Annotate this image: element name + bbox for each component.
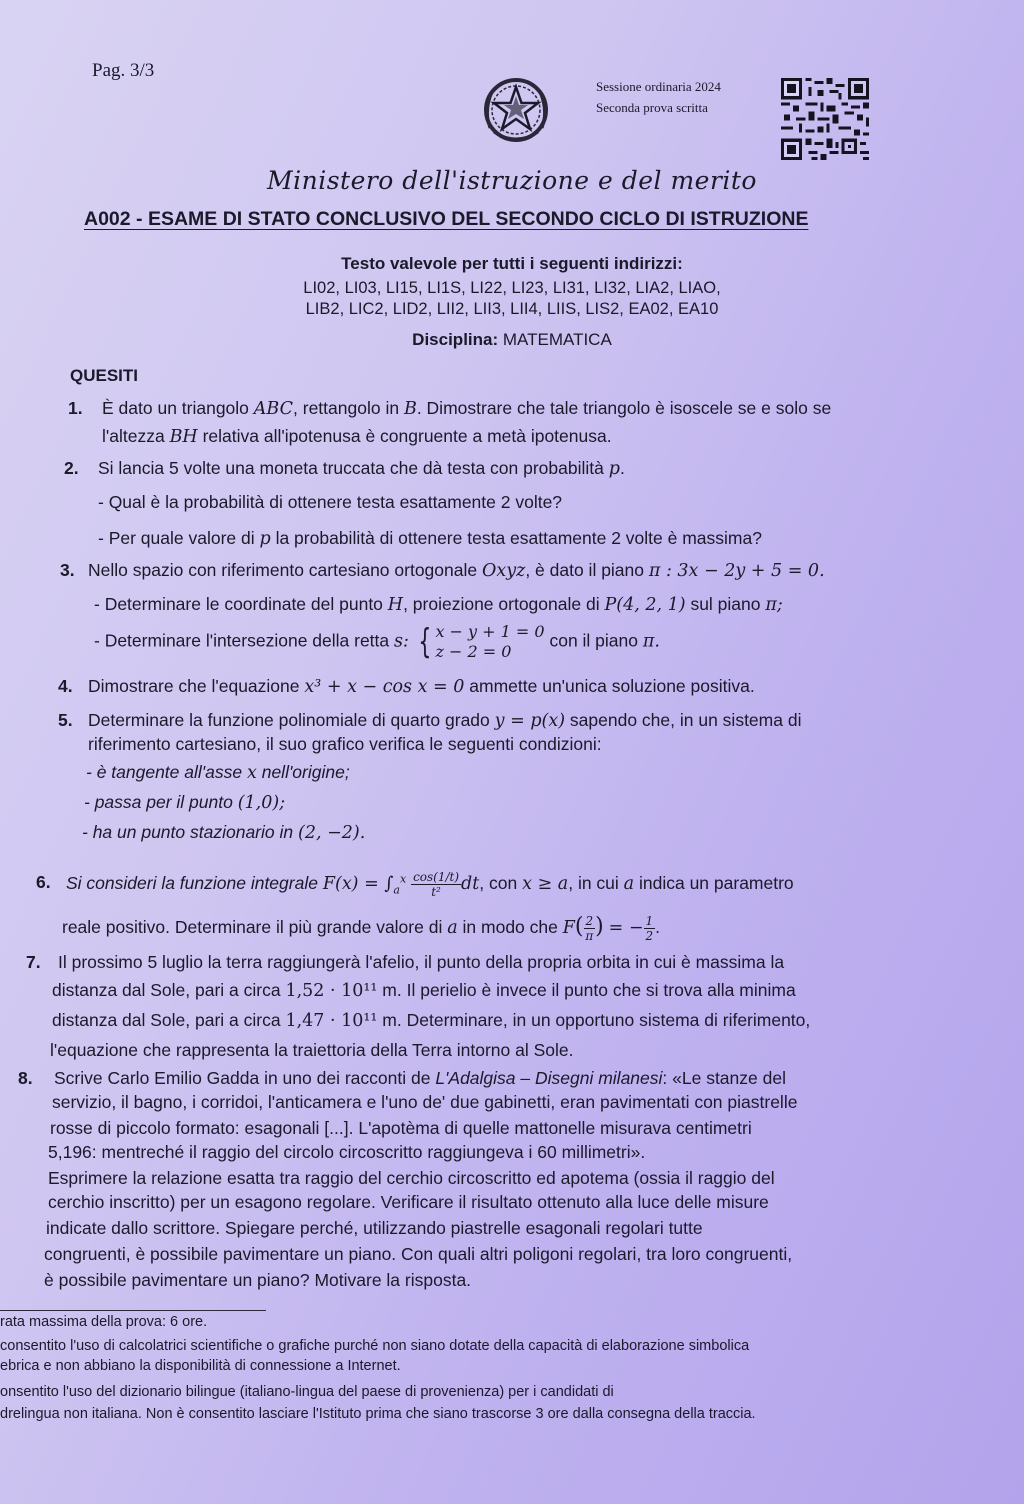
text: , in cui [568,873,619,894]
session-info [596,76,721,118]
math: B [403,399,417,419]
question-7-line [52,980,796,1001]
footer-divider [0,1310,266,1311]
question-number: 2. [64,458,79,478]
footer-note: consentito l'uso di calcolatrici scientifiche o grafiche purché non siano dotate della capacità di elaborazione simbolica [0,1338,750,1354]
text: - è tangente all'asse [86,762,243,782]
question-4-line [88,676,755,697]
session-line: Sessione ordinaria 2024 [596,79,721,94]
text: m. Determinare, in un opportuno sistema di riferimento, [382,1010,811,1030]
math: π : 3x − 2y + 5 = 0. [648,561,825,581]
question-5-bullet [82,822,365,843]
text: È dato un triangolo [102,398,249,418]
equation: x − y + 1 = 0 [435,622,545,641]
question-2-line [98,458,625,479]
equation: z − 2 = 0 [435,642,512,661]
course-codes-line: LIB2, LIC2, LID2, LII2, LII3, LII4, LIIS, LIS2, EA02, EA10 [305,300,719,318]
text: Determinare la funzione polinomiale di quarto grado [88,710,490,730]
exam-part-line: Seconda prova scritta [596,100,708,115]
discipline-label: Disciplina: [412,330,499,349]
text: la probabilità di ottenere testa esattamente 2 volte è massima? [275,528,762,548]
text: - Determinare l'intersezione della retta [94,630,390,651]
math: x³ + x − cos x = 0 [304,677,465,697]
text: ammette un'unica soluzione positiva. [469,676,755,696]
numerator: cos(1/t) [413,870,460,884]
book-title: L'Adalgisa – Disegni milanesi [435,1068,663,1088]
question-5-bullet [86,762,350,783]
math: x [246,763,257,783]
question-1-line [102,398,831,419]
text: . [619,458,625,478]
math: dt [461,874,480,895]
text: . [655,917,661,938]
text: Si lancia 5 volte una moneta truccata che dà testa con probabilità [98,458,604,478]
text: distanza dal Sole, pari a circa [52,1010,281,1030]
fraction [411,870,461,899]
republic-emblem-icon [476,70,556,150]
text: . Dimostrare che tale triangolo è isoscele se e solo se [416,398,832,418]
fraction [584,914,596,943]
paren: ) [595,914,604,940]
math: π; [765,595,783,615]
ministry-name: Ministero dell'istruzione e del merito [267,166,757,195]
math: p [259,529,271,549]
question-8-line: servizio, il bagno, i corridoi, l'anticamera e l'uno de' due gabinetti, eran pavimentati con piastrelle [52,1092,798,1112]
math: 1,52 · 10¹¹ [285,981,378,1001]
page-number: Pag. 3/3 [92,60,155,81]
text: - ha un punto stazionario in [82,822,294,842]
numerator: 1 [645,914,654,928]
math: y = p(x) [494,711,566,731]
brace: { [418,622,432,662]
exam-title: A002 - ESAME DI STATO CONCLUSIVO DEL SECONDO CICLO DI ISTRUZIONE [84,208,809,230]
footer-note: onsentito l'uso del dizionario bilingue (italiano-lingua del paese di provenienza) per i candidati di [0,1384,614,1400]
text: - Determinare le coordinate del punto [94,594,383,614]
text: sapendo che, in un sistema di [569,710,802,730]
math: x ≥ a [522,874,569,895]
question-number: 1. [68,398,83,418]
text: Dimostrare che l'equazione [88,676,300,696]
math: P(4, 2, 1) [604,595,686,615]
discipline [0,330,1024,350]
question-8-line: congruenti, è possibile pavimentare un piano. Con quali altri poligoni regolari, tra loro congruenti, [44,1244,793,1264]
math: F [562,918,575,939]
question-3-bullet [94,622,660,662]
question-number: 7. [26,952,41,972]
section-title: QUESITI [70,366,139,385]
text: distanza dal Sole, pari a circa [52,980,281,1000]
text: l'altezza [102,426,165,446]
equation-system [435,622,544,662]
denominator: t² [431,885,441,899]
text: m. Il perielio è invece il punto che si trova alla minima [382,980,796,1000]
math: = − [608,918,644,939]
text: Si consideri la funzione integrale [66,873,318,894]
math: π. [642,631,660,652]
math: ABC [253,399,294,419]
text: - Per quale valore di [98,528,255,548]
qr-code-icon [780,78,870,160]
math: p [608,459,620,479]
question-8-line: indicate dallo scrittore. Spiegare perché, utilizzando piastrelle esagonali regolari tutte [46,1218,703,1238]
text: , proiezione ortogonale di [403,594,600,614]
text: : «Le stanze del [662,1068,786,1088]
text: nell'origine; [261,762,350,782]
text: reale positivo. Determinare il più grande valore di [62,917,443,938]
question-number: 8. [18,1068,33,1088]
question-8-line [54,1068,786,1089]
question-3-line [88,560,825,581]
question-8-line: 5,196: mentreché il raggio del circolo circoscritto raggiungeva i 60 millimetri». [48,1142,646,1162]
text: con il piano [549,630,639,651]
text: , è dato il piano [525,560,645,580]
text: sul piano [690,594,761,614]
question-3-bullet [94,594,783,615]
denominator: 2 [645,929,654,943]
question-number: 4. [58,676,73,696]
text: indica un parametro [638,873,794,894]
text: Nello spazio con riferimento cartesiano ortogonale [88,560,478,580]
math: Oxyz [481,561,526,581]
paren: ( [574,914,584,940]
subtitle: Testo valevole per tutti i seguenti indirizzi: [341,254,683,273]
math: a [393,883,400,897]
question-5-bullet [84,792,285,813]
question-7-line [52,1010,810,1031]
question-number: 6. [36,872,51,892]
fraction [644,914,656,943]
math: (1,0); [237,793,286,813]
math: (2, −2). [298,823,366,843]
question-8-line: rosse di piccolo formato: esagonali [...]. L'apotèma di quelle mattonelle misurava centimetri [50,1118,752,1138]
math: F(x) = ∫ [322,874,394,895]
text: in modo che [462,917,558,938]
question-1-line [102,426,612,447]
question-2-bullet [98,528,762,549]
question-6-line [66,870,794,899]
course-codes [0,278,1024,320]
text: , con [479,873,518,894]
question-number: 5. [58,710,73,730]
math: BH [169,427,198,447]
footer-note: ebrica e non abbiano la disponibilità di connessione a Internet. [0,1358,401,1374]
text: Scrive Carlo Emilio Gadda in uno dei racconti de [54,1068,431,1088]
numerator: 2 [585,914,594,928]
math: x [399,872,407,886]
math: H [387,595,404,615]
math: s: [394,631,409,652]
footer-note: rata massima della prova: 6 ore. [0,1314,208,1330]
question-5-line [88,710,801,731]
question-number: 3. [60,560,75,580]
question-7-line: l'equazione che rappresenta la traiettoria della Terra intorno al Sole. [50,1040,574,1060]
discipline-value: MATEMATICA [502,330,612,349]
question-8-line: Esprimere la relazione esatta tra raggio del cerchio circoscritto ed apotema (ossia il raggio del [48,1168,775,1188]
math: a [447,918,458,939]
question-2-bullet: - Qual è la probabilità di ottenere testa esattamente 2 volte? [98,492,563,512]
text: , rettangolo in [293,398,400,418]
footer-note: drelingua non italiana. Non è consentito lasciare l'Istituto prima che siano trascorse 3 ore dalla consegna della traccia. [0,1406,756,1422]
text: - passa per il punto [84,792,233,812]
question-8-line: è possibile pavimentare un piano? Motivare la risposta. [44,1270,472,1290]
text: relativa all'ipotenusa è congruente a metà ipotenusa. [202,426,612,446]
question-5-line: riferimento cartesiano, il suo grafico verifica le seguenti condizioni: [88,734,602,754]
question-8-line: cerchio inscritto) per un esagono regolare. Verificare il risultato ottenuto alla luce delle misure [48,1192,769,1212]
math: a [623,874,635,895]
math: 1,47 · 10¹¹ [285,1011,378,1031]
question-6-line [62,914,660,943]
question-7-line: Il prossimo 5 luglio la terra raggiungerà l'afelio, il punto della propria orbita in cui è massima la [58,952,785,972]
course-codes-line: LI02, LI03, LI15, LI1S, LI22, LI23, LI31, LI32, LIA2, LIAO, [303,279,721,297]
denominator: π [585,929,594,943]
